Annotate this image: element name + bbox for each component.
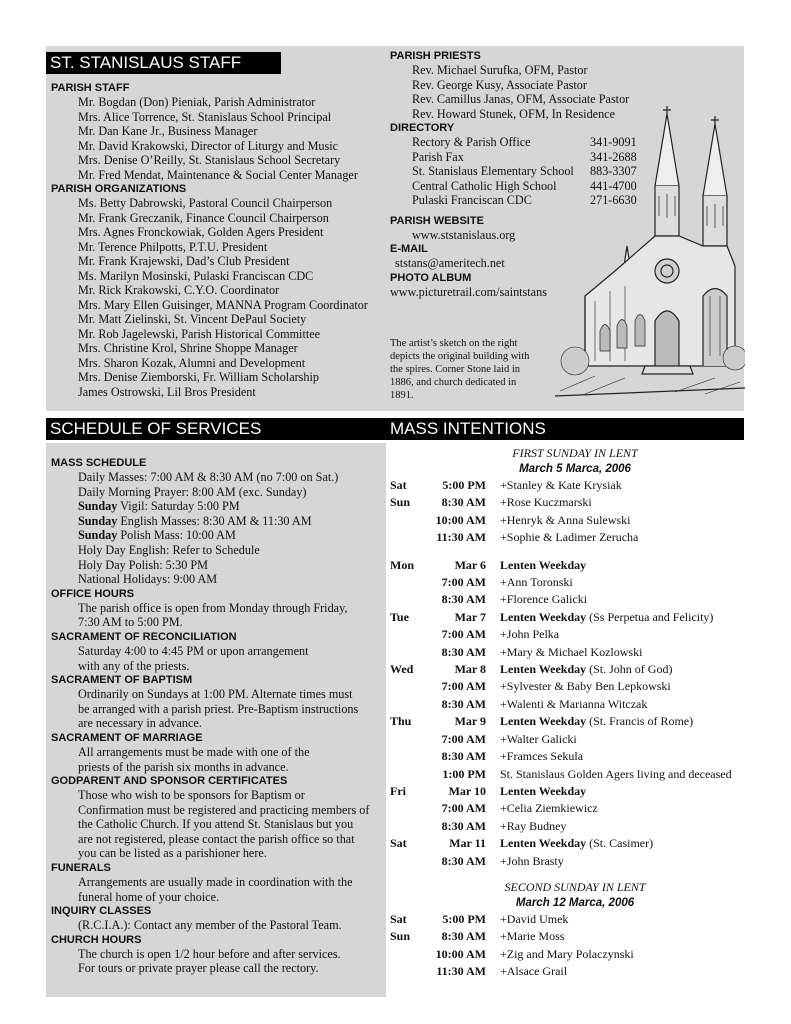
intention-row xyxy=(390,963,750,980)
intention-text xyxy=(486,731,577,748)
intention-name: +Sophie & Ladimer Zerucha xyxy=(500,530,639,545)
intention-text xyxy=(486,766,732,783)
intention-day xyxy=(390,529,430,546)
church-hours-heading: CHURCH HOURS xyxy=(51,933,142,946)
intention-day: Sat xyxy=(390,911,407,926)
intention-row xyxy=(390,800,750,817)
intention-row xyxy=(390,557,750,574)
reconciliation-heading: SACRAMENT OF RECONCILIATION xyxy=(51,630,237,643)
godparent-text: the Catholic Church. If you attend St. Stanislaus but you xyxy=(78,817,354,832)
intention-text xyxy=(486,713,693,730)
intention-name: +David Umek xyxy=(500,911,569,926)
intention-row xyxy=(390,678,750,695)
photo-album-heading: PHOTO ALBUM xyxy=(390,271,472,284)
church-sketch-image xyxy=(555,96,745,410)
staff-member: Mr. Bogdan (Don) Pieniak, Parish Administrator xyxy=(78,95,316,109)
marriage-heading: SACRAMENT OF MARRIAGE xyxy=(51,731,203,744)
intention-text xyxy=(486,626,559,643)
baptism-text: be arranged with a parish priest. Pre-Baptism instructions xyxy=(78,701,359,716)
intention-row xyxy=(390,609,750,626)
intention-feast: (St. Casimer) xyxy=(586,836,654,851)
intention-row xyxy=(390,661,750,678)
intention-row xyxy=(390,748,750,765)
intention-day xyxy=(390,800,430,817)
intention-name: Lenten Weekday xyxy=(500,836,587,851)
intention-row xyxy=(390,574,750,591)
website-link[interactable]: www.ststanislaus.org xyxy=(412,227,516,242)
directory-name: Pulaski Franciscan CDC xyxy=(412,193,532,207)
organizations-heading: PARISH ORGANIZATIONS xyxy=(51,183,187,195)
intention-name: +John Pelka xyxy=(500,627,560,642)
intention-text xyxy=(486,963,567,980)
sketch-caption: The artist’s sketch on the right depicts the original building with the spires. Corner Stone laid in 1886, and church dedicated in 1891. xyxy=(390,338,530,401)
intention-row xyxy=(390,494,750,511)
intention-day xyxy=(390,696,430,713)
intention-day: Thu xyxy=(390,714,412,729)
intention-time: 8:30 AM xyxy=(441,853,486,868)
intention-day xyxy=(390,963,430,980)
intention-name: +Sylvester & Baby Ben Lepkowski xyxy=(500,679,671,694)
intention-time: 7:00 AM xyxy=(441,627,486,642)
funerals-text: Arrangements are usually made in coordination with the xyxy=(78,875,353,890)
daily-masses: Daily Masses: 7:00 AM & 8:30 AM (no 7:00 on Sat.) xyxy=(78,470,339,484)
priest-name: Rev. Howard Stunek, OFM, In Residence xyxy=(412,106,615,121)
priest-name: Rev. Michael Surufka, OFM, Pastor xyxy=(412,63,588,77)
intention-row xyxy=(390,853,750,870)
godparent-text: are not registered, please contact the parish office so that xyxy=(78,831,355,846)
godparent-text: Confirmation must be registered and practicing members of xyxy=(78,802,370,817)
intention-text xyxy=(486,835,653,852)
intention-name: Lenten Weekday xyxy=(500,783,587,798)
directory-name: Rectory & Parish Office xyxy=(412,135,531,149)
staff-list xyxy=(51,81,386,399)
email-heading: E-MAIL xyxy=(390,243,428,255)
reconciliation-text: with any of the priests. xyxy=(78,658,190,673)
intention-day: Sat xyxy=(390,478,407,492)
intention-name: +Walter Galicki xyxy=(500,731,577,746)
intention-row xyxy=(390,731,750,748)
intention-day xyxy=(390,626,430,643)
intention-day xyxy=(390,946,430,963)
intention-row xyxy=(390,529,750,546)
intention-day: Sat xyxy=(390,836,407,851)
intention-time: 5:00 PM xyxy=(442,478,486,492)
staff-member: Mrs. Denise Ziemborski, Fr. William Scholarship xyxy=(78,370,319,384)
intention-day xyxy=(390,766,430,783)
intention-day xyxy=(390,644,430,661)
intention-name: Lenten Weekday xyxy=(500,714,587,729)
intention-text xyxy=(486,591,587,608)
intention-time: 8:30 AM xyxy=(441,495,486,510)
office-hours-heading: OFFICE HOURS xyxy=(51,587,135,600)
intention-text xyxy=(486,494,592,511)
priest-name: Rev. George Kusy, Associate Pastor xyxy=(412,77,587,92)
staff-member: James Ostrowski, Lil Bros President xyxy=(78,384,256,399)
staff-member: Mrs. Agnes Fronckowiak, Golden Agers President xyxy=(78,225,324,239)
staff-title: ST. STANISLAUS STAFF xyxy=(46,52,281,74)
intention-feast: (St. John of God) xyxy=(586,662,673,677)
intention-name: +Framces Sekula xyxy=(500,749,584,764)
intention-name: +Walenti & Marianna Witczak xyxy=(500,696,648,711)
baptism-text: Ordinarily on Sundays at 1:00 PM. Alternate times must xyxy=(78,687,353,702)
inquiry-heading: INQUIRY CLASSES xyxy=(51,905,152,918)
godparent-text: Those who wish to be sponsors for Baptism or xyxy=(78,788,305,803)
intention-text xyxy=(486,477,622,494)
church-hours-text: The church is open 1/2 hour before and after services. xyxy=(78,946,341,961)
intention-time: 8:30 AM xyxy=(441,696,486,711)
website-heading: PARISH WEBSITE xyxy=(390,214,484,227)
intention-name: +Rose Kuczmarski xyxy=(500,495,592,510)
intention-text xyxy=(486,512,630,529)
staff-member: Mr. Rick Krakowski, C.Y.O. Coordinator xyxy=(78,283,280,297)
intention-text xyxy=(486,818,566,835)
intention-text xyxy=(486,644,642,661)
intention-name: +Marie Moss xyxy=(500,929,565,944)
intention-day: Mon xyxy=(390,557,414,572)
intention-name: +Stanley & Kate Krysiak xyxy=(500,478,622,492)
marriage-text: priests of the parish six months in advance. xyxy=(78,759,289,774)
holy-day-english: Holy Day English: Refer to Schedule xyxy=(78,542,260,557)
godparent-text: you can be listed as a parishioner here. xyxy=(78,846,267,861)
sunday-polish: Sunday Polish Mass: 10:00 AM xyxy=(78,528,236,543)
directory-phone: 341-9091 xyxy=(590,135,637,149)
intention-time: 5:00 PM xyxy=(442,911,486,926)
intention-feast: (Ss Perpetua and Felicity) xyxy=(586,609,714,624)
intention-text xyxy=(486,609,713,626)
directory-name: St. Stanislaus Elementary School xyxy=(412,164,574,178)
intention-row xyxy=(390,928,750,945)
parish-staff-heading: PARISH STAFF xyxy=(51,82,130,94)
schedule-title: SCHEDULE OF SERVICES xyxy=(46,418,386,440)
daily-prayer: Daily Morning Prayer: 8:00 AM (exc. Sunday) xyxy=(78,484,307,499)
intention-name: Lenten Weekday xyxy=(500,557,587,572)
directory-name: Parish Fax xyxy=(412,149,464,164)
second-sunday-rows xyxy=(390,911,750,981)
baptism-heading: SACRAMENT OF BAPTISM xyxy=(51,674,193,687)
office-hours-text: The parish office is open from Monday through Friday, xyxy=(78,600,348,615)
staff-member: Mrs. Christine Krol, Shrine Shoppe Manager xyxy=(78,341,298,355)
intention-text xyxy=(486,946,634,963)
sunday-vigil: Sunday Vigil: Saturday 5:00 PM xyxy=(78,499,240,514)
intention-day: Sun xyxy=(390,929,411,944)
intention-time: Mar 10 xyxy=(448,783,486,798)
staff-member: Mr. Fred Mendat, Maintenance & Social Center Manager xyxy=(78,167,358,182)
intention-row xyxy=(390,835,750,852)
intention-time: 11:30 AM xyxy=(436,530,486,545)
funerals-text: funeral home of your choice. xyxy=(78,889,220,904)
intention-feast: (St. Francis of Rome) xyxy=(586,714,694,729)
intention-row xyxy=(390,766,750,783)
intention-row xyxy=(390,591,750,608)
intention-time: Mar 9 xyxy=(454,714,486,729)
schedule-list xyxy=(51,456,386,976)
intention-time: 7:00 AM xyxy=(441,731,486,746)
intention-day xyxy=(390,731,430,748)
directory-heading: DIRECTORY xyxy=(390,122,455,134)
intention-row xyxy=(390,477,750,494)
intention-time: 7:00 AM xyxy=(441,801,486,816)
intention-day xyxy=(390,512,430,529)
intention-time: 7:00 AM xyxy=(441,679,486,694)
intention-text xyxy=(486,783,586,800)
intention-name: +Henryk & Anna Sulewski xyxy=(500,512,631,527)
intention-time: 8:30 AM xyxy=(441,644,486,659)
intention-text xyxy=(486,853,564,870)
intention-day xyxy=(390,748,430,765)
intention-time: 1:00 PM xyxy=(442,766,486,781)
staff-member: Mr. Frank Krajewski, Dad’s Club President xyxy=(78,254,290,268)
intention-day xyxy=(390,574,430,591)
intention-name: +Ann Toronski xyxy=(500,575,573,590)
intention-day xyxy=(390,678,430,695)
intention-day: Fri xyxy=(390,783,406,798)
intention-day: Wed xyxy=(390,662,414,677)
staff-member: Mr. Terence Philpotts, P.T.U. President xyxy=(78,239,268,254)
intention-text xyxy=(486,696,647,713)
staff-member: Mr. Dan Kane Jr., Business Manager xyxy=(78,124,258,138)
intention-text xyxy=(486,661,672,678)
intention-name: +Zig and Mary Polaczynski xyxy=(500,946,634,961)
office-hours-text: 7:30 AM to 5:00 PM. xyxy=(78,615,183,630)
second-sunday-date: March 12 Marca, 2006 xyxy=(515,896,635,909)
intention-text xyxy=(486,800,598,817)
intention-row xyxy=(390,696,750,713)
directory-phone: 883-3307 xyxy=(590,164,637,178)
intention-time: 10:00 AM xyxy=(435,512,486,527)
first-sunday-rows xyxy=(390,477,750,547)
intention-row xyxy=(390,818,750,835)
inquiry-text: (R.C.I.A.): Contact any member of the Pastoral Team. xyxy=(78,918,342,933)
mass-schedule-heading: MASS SCHEDULE xyxy=(51,457,147,469)
staff-member: Mrs. Alice Torrence, St. Stanislaus School Principal xyxy=(78,109,332,124)
intention-row xyxy=(390,713,750,730)
intention-row xyxy=(390,783,750,800)
intention-time: 8:30 AM xyxy=(441,749,486,764)
intention-text xyxy=(486,574,573,591)
intention-time: 8:30 AM xyxy=(441,592,486,607)
marriage-text: All arrangements must be made with one of the xyxy=(78,744,310,759)
staff-member: Ms. Betty Dabrowski, Pastoral Council Chairperson xyxy=(78,196,333,210)
staff-member: Mrs. Denise O’Reilly, St. Stanislaus School Secretary xyxy=(78,153,341,167)
staff-member: Ms. Marilyn Mosinski, Pulaski Franciscan CDC xyxy=(78,268,314,283)
intention-name: St. Stanislaus Golden Agers living and deceased xyxy=(500,766,732,781)
intention-name: +John Brasty xyxy=(500,853,564,868)
intention-time: Mar 7 xyxy=(454,609,486,624)
intention-name: Lenten Weekday xyxy=(500,662,587,677)
intention-time: 10:00 AM xyxy=(435,946,486,961)
organizations-list xyxy=(51,196,386,399)
intention-time: 8:30 AM xyxy=(441,818,486,833)
intention-time: 8:30 AM xyxy=(441,929,486,944)
reconciliation-text: Saturday 4:00 to 4:45 PM or upon arrangement xyxy=(78,643,309,658)
intention-text xyxy=(486,557,586,574)
intention-text xyxy=(486,529,638,546)
staff-member: Mr. Frank Greczanik, Finance Council Chairperson xyxy=(78,210,329,225)
first-sunday-date: March 5 Marca, 2006 xyxy=(519,463,631,475)
holy-day-polish: Holy Day Polish: 5:30 PM xyxy=(78,557,209,572)
sunday-english: Sunday English Masses: 8:30 AM & 11:30 AM xyxy=(78,513,312,528)
intention-time: Mar 8 xyxy=(454,662,486,677)
directory-phone: 441-4700 xyxy=(590,178,637,193)
staff-member: Mr. Rob Jagelewski, Parish Historical Committee xyxy=(78,326,321,341)
funerals-heading: FUNERALS xyxy=(51,862,111,875)
intention-name: Lenten Weekday xyxy=(500,609,587,624)
intention-name: +Celia Ziemkiewicz xyxy=(500,801,598,816)
intention-name: +Mary & Michael Kozlowski xyxy=(500,644,643,659)
intention-name: +Florence Galicki xyxy=(500,592,588,607)
intentions-title: MASS INTENTIONS xyxy=(386,418,744,440)
directory-phone: 341-2688 xyxy=(590,149,637,164)
godparent-heading: GODPARENT AND SPONSOR CERTIFICATES xyxy=(51,775,288,788)
intention-day: Tue xyxy=(390,609,409,624)
intention-day: Sun xyxy=(390,495,411,510)
parish-staff-list xyxy=(51,95,386,182)
intention-day xyxy=(390,591,430,608)
intention-day xyxy=(390,818,430,835)
intention-name: +Alsace Grail xyxy=(500,964,568,979)
intention-row xyxy=(390,946,750,963)
staff-member: Mr. Matt Zielinski, St. Vincent DePaul Society xyxy=(78,312,307,326)
intention-row xyxy=(390,911,750,928)
intention-row xyxy=(390,644,750,661)
intention-row xyxy=(390,512,750,529)
intention-day xyxy=(390,853,430,870)
first-sunday-title: FIRST SUNDAY IN LENT xyxy=(512,446,638,460)
staff-member: Mrs. Mary Ellen Guisinger, MANNA Program Coordinator xyxy=(78,297,368,312)
intention-time: Mar 6 xyxy=(454,557,486,572)
intention-name: +Ray Budney xyxy=(500,818,567,833)
mass-intentions xyxy=(390,446,750,981)
intention-row xyxy=(390,626,750,643)
intention-time: Mar 11 xyxy=(449,836,486,851)
email-link[interactable]: ststans@ameritech.net xyxy=(395,256,505,270)
baptism-text: are necessary in advance. xyxy=(78,716,202,731)
priests-heading: PARISH PRIESTS xyxy=(390,50,481,62)
intention-text xyxy=(486,748,583,765)
intention-time: 7:00 AM xyxy=(441,575,486,590)
staff-member: Mrs. Sharon Kozak, Alumni and Development xyxy=(78,355,306,370)
directory-phone: 271-6630 xyxy=(590,193,637,207)
intention-text xyxy=(486,678,671,695)
staff-member: Mr. David Krakowski, Director of Liturgy and Music xyxy=(78,138,339,153)
intention-text xyxy=(486,928,564,945)
weekday-rows xyxy=(390,557,750,870)
intention-text xyxy=(486,911,568,928)
national-holidays: National Holidays: 9:00 AM xyxy=(78,572,218,587)
intention-time: 11:30 AM xyxy=(436,964,486,979)
priest-name: Rev. Camillus Janas, OFM, Associate Pastor xyxy=(412,92,630,106)
second-sunday-title: SECOND SUNDAY IN LENT xyxy=(504,879,646,894)
directory-name: Central Catholic High School xyxy=(412,178,557,193)
photo-album-link[interactable]: www.picturetrail.com/saintstans xyxy=(390,284,547,299)
church-hours-text: For tours or private prayer please call the rectory. xyxy=(78,961,319,976)
